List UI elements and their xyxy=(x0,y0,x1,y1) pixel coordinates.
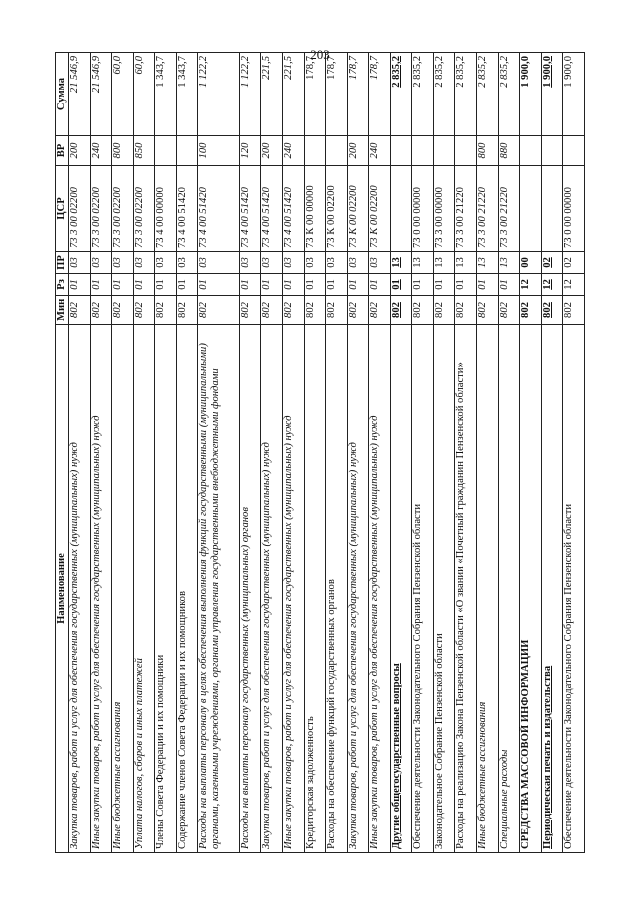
cell-csr: 73 3 00 21220 xyxy=(477,165,499,251)
table-row xyxy=(347,52,369,852)
cell-csr xyxy=(390,165,412,251)
cell-sum: 2 835,2 xyxy=(433,52,455,135)
cell-rz: 01 xyxy=(326,273,348,295)
cell-pr: 13 xyxy=(390,251,412,273)
cell-vr xyxy=(326,135,348,165)
table-row xyxy=(412,52,434,852)
cell-vr: 120 xyxy=(239,135,261,165)
cell-name: Законодательное Собрание Пензенской области xyxy=(433,324,455,852)
cell-rz: 01 xyxy=(347,273,369,295)
header-name: Наименование xyxy=(56,324,69,852)
header-min: Мин xyxy=(56,295,69,324)
cell-pr: 03 xyxy=(90,251,112,273)
cell-name: Расходы на выплаты персоналу в целях обеспечения выполнения функций государственными (муниципальными) органами, казенными учреждениями, органами управления государственными внебюджетными фондами xyxy=(198,324,239,852)
cell-min: 802 xyxy=(477,295,499,324)
cell-vr: 800 xyxy=(477,135,499,165)
table-row xyxy=(304,52,326,852)
cell-rz: 12 xyxy=(520,273,542,295)
cell-pr: 03 xyxy=(155,251,177,273)
cell-csr: 73 К 00 00000 xyxy=(304,165,326,251)
cell-min: 802 xyxy=(304,295,326,324)
cell-csr: 73 4 00 51420 xyxy=(239,165,261,251)
cell-min: 802 xyxy=(369,295,391,324)
cell-vr: 200 xyxy=(69,135,91,165)
cell-min: 802 xyxy=(112,295,134,324)
cell-min: 802 xyxy=(69,295,91,324)
cell-pr: 03 xyxy=(347,251,369,273)
cell-min: 802 xyxy=(198,295,239,324)
table-row xyxy=(176,52,198,852)
cell-sum: 60,0 xyxy=(133,52,155,135)
cell-sum: 178,7 xyxy=(304,52,326,135)
cell-csr: 73 К 00 02200 xyxy=(347,165,369,251)
cell-vr xyxy=(176,135,198,165)
cell-min: 802 xyxy=(282,295,304,324)
cell-min: 802 xyxy=(390,295,412,324)
rotated-table-container xyxy=(55,53,585,853)
cell-min: 802 xyxy=(90,295,112,324)
cell-pr: 03 xyxy=(261,251,283,273)
cell-rz: 12 xyxy=(563,273,585,295)
table-row xyxy=(326,52,348,852)
cell-csr: 73 3 00 02200 xyxy=(112,165,134,251)
cell-name: Закупка товаров, работ и услуг для обеспечения государственных (муниципальных) нужд xyxy=(69,324,91,852)
cell-pr: 03 xyxy=(304,251,326,273)
cell-rz: 01 xyxy=(239,273,261,295)
cell-rz: 01 xyxy=(455,273,477,295)
cell-name: Специальные расходы xyxy=(498,324,520,852)
budget-table xyxy=(55,52,585,853)
cell-name: Другие общегосударственные вопросы xyxy=(390,324,412,852)
table-row xyxy=(90,52,112,852)
cell-name: Иные бюджетные ассигнования xyxy=(112,324,134,852)
table-row xyxy=(541,52,563,852)
cell-rz: 01 xyxy=(198,273,239,295)
cell-name: Расходы на обеспечение функций государственных органов xyxy=(326,324,348,852)
cell-csr xyxy=(541,165,563,251)
table-row xyxy=(261,52,283,852)
cell-pr: 03 xyxy=(69,251,91,273)
cell-min: 802 xyxy=(176,295,198,324)
cell-pr: 03 xyxy=(198,251,239,273)
cell-csr: 73 К 00 02200 xyxy=(369,165,391,251)
table-row xyxy=(239,52,261,852)
cell-rz: 01 xyxy=(69,273,91,295)
cell-rz: 01 xyxy=(304,273,326,295)
header-rz: Рз xyxy=(56,273,69,295)
cell-sum: 2 835,2 xyxy=(412,52,434,135)
cell-rz: 01 xyxy=(498,273,520,295)
cell-name: Содержание членов Совета Федерации и их помощников xyxy=(176,324,198,852)
cell-sum: 1 343,7 xyxy=(176,52,198,135)
cell-vr: 240 xyxy=(90,135,112,165)
cell-vr xyxy=(541,135,563,165)
cell-csr: 73 4 00 51420 xyxy=(176,165,198,251)
cell-rz: 01 xyxy=(261,273,283,295)
cell-vr xyxy=(520,135,542,165)
cell-pr: 03 xyxy=(282,251,304,273)
cell-vr: 800 xyxy=(112,135,134,165)
cell-name: Расходы на выплаты персоналу государственных (муниципальных) органов xyxy=(239,324,261,852)
cell-vr: 880 xyxy=(498,135,520,165)
cell-rz: 12 xyxy=(541,273,563,295)
cell-csr: 73 3 00 21220 xyxy=(498,165,520,251)
table-row xyxy=(155,52,177,852)
cell-csr: 73 4 00 51420 xyxy=(282,165,304,251)
cell-sum: 21 546,9 xyxy=(69,52,91,135)
cell-rz: 01 xyxy=(477,273,499,295)
cell-vr xyxy=(155,135,177,165)
cell-csr: 73 3 00 02200 xyxy=(90,165,112,251)
cell-vr xyxy=(563,135,585,165)
cell-rz: 01 xyxy=(369,273,391,295)
cell-pr: 00 xyxy=(520,251,542,273)
cell-sum: 2 835,2 xyxy=(477,52,499,135)
cell-min: 802 xyxy=(433,295,455,324)
cell-pr: 03 xyxy=(112,251,134,273)
table-row xyxy=(433,52,455,852)
cell-rz: 01 xyxy=(176,273,198,295)
cell-csr: 73 3 00 02200 xyxy=(69,165,91,251)
cell-csr: 73 0 00 00000 xyxy=(563,165,585,251)
cell-pr: 03 xyxy=(239,251,261,273)
table-row xyxy=(563,52,585,852)
cell-name: Члены Совета Федерации и их помощники xyxy=(155,324,177,852)
table-header-row xyxy=(56,52,69,852)
cell-csr: 73 3 00 02200 xyxy=(133,165,155,251)
cell-pr: 13 xyxy=(433,251,455,273)
cell-name: Кредиторская задолженность xyxy=(304,324,326,852)
cell-vr: 850 xyxy=(133,135,155,165)
header-csr: ЦСР xyxy=(56,165,69,251)
cell-vr xyxy=(412,135,434,165)
cell-sum: 1 900,0 xyxy=(541,52,563,135)
table-body xyxy=(69,52,585,852)
table-row xyxy=(520,52,542,852)
cell-csr: 73 3 00 21220 xyxy=(455,165,477,251)
cell-sum: 1 122,2 xyxy=(239,52,261,135)
cell-min: 802 xyxy=(412,295,434,324)
cell-name: Иные бюджетные ассигнования xyxy=(477,324,499,852)
cell-min: 802 xyxy=(155,295,177,324)
cell-sum: 2 835,2 xyxy=(455,52,477,135)
cell-rz: 01 xyxy=(390,273,412,295)
cell-pr: 02 xyxy=(541,251,563,273)
cell-rz: 01 xyxy=(90,273,112,295)
cell-csr: 73 4 00 51420 xyxy=(261,165,283,251)
cell-rz: 01 xyxy=(112,273,134,295)
cell-min: 802 xyxy=(498,295,520,324)
table-row xyxy=(477,52,499,852)
cell-name: Расходы на реализацию Закона Пензенской области «О звании «Почетный гражданин Пензенской области» xyxy=(455,324,477,852)
cell-csr: 73 3 00 00000 xyxy=(433,165,455,251)
cell-pr: 03 xyxy=(326,251,348,273)
cell-name: Обеспечение деятельности Законодательного Собрания Пензенской области xyxy=(563,324,585,852)
cell-pr: 03 xyxy=(369,251,391,273)
cell-vr xyxy=(455,135,477,165)
cell-sum: 1 900,0 xyxy=(563,52,585,135)
cell-sum: 178,7 xyxy=(326,52,348,135)
table-row xyxy=(498,52,520,852)
cell-sum: 2 835,2 xyxy=(390,52,412,135)
cell-pr: 03 xyxy=(133,251,155,273)
cell-rz: 01 xyxy=(282,273,304,295)
cell-name: Периодическая печать и издательства xyxy=(541,324,563,852)
cell-min: 802 xyxy=(541,295,563,324)
cell-pr: 13 xyxy=(455,251,477,273)
cell-name: СРЕДСТВА МАССОВОЙ ИНФОРМАЦИИ xyxy=(520,324,542,852)
cell-sum: 60,0 xyxy=(112,52,134,135)
cell-sum: 1 900,0 xyxy=(520,52,542,135)
cell-min: 802 xyxy=(261,295,283,324)
cell-vr: 240 xyxy=(282,135,304,165)
table-row xyxy=(69,52,91,852)
cell-rz: 01 xyxy=(133,273,155,295)
table-row xyxy=(112,52,134,852)
cell-name: Иные закупки товаров, работ и услуг для обеспечения государственных (муниципальных) нужд xyxy=(369,324,391,852)
cell-name: Закупка товаров, работ и услуг для обеспечения государственных (муниципальных) нужд xyxy=(261,324,283,852)
cell-pr: 13 xyxy=(477,251,499,273)
cell-min: 802 xyxy=(347,295,369,324)
cell-csr: 73 К 00 02200 xyxy=(326,165,348,251)
page-number: 203 xyxy=(310,47,330,62)
header-pr: ПР xyxy=(56,251,69,273)
cell-pr: 13 xyxy=(498,251,520,273)
cell-name: Иные закупки товаров, работ и услуг для обеспечения государственных (муниципальных) нужд xyxy=(282,324,304,852)
table-row xyxy=(282,52,304,852)
cell-sum: 178,7 xyxy=(347,52,369,135)
cell-pr: 03 xyxy=(176,251,198,273)
cell-sum: 1 343,7 xyxy=(155,52,177,135)
cell-vr xyxy=(433,135,455,165)
cell-vr: 240 xyxy=(369,135,391,165)
cell-sum: 2 835,2 xyxy=(498,52,520,135)
cell-csr: 73 0 00 00000 xyxy=(412,165,434,251)
cell-sum: 21 546,9 xyxy=(90,52,112,135)
cell-min: 802 xyxy=(133,295,155,324)
header-sum: Сумма xyxy=(56,52,69,135)
table-row xyxy=(390,52,412,852)
cell-csr: 73 4 00 00000 xyxy=(155,165,177,251)
cell-pr: 02 xyxy=(563,251,585,273)
cell-sum: 1 122,2 xyxy=(198,52,239,135)
cell-min: 802 xyxy=(563,295,585,324)
cell-name: Иные закупки товаров, работ и услуг для обеспечения государственных (муниципальных) нужд xyxy=(90,324,112,852)
header-vr: ВР xyxy=(56,135,69,165)
cell-sum: 221,5 xyxy=(282,52,304,135)
table-row xyxy=(455,52,477,852)
cell-min: 802 xyxy=(455,295,477,324)
cell-rz: 01 xyxy=(433,273,455,295)
cell-name: Уплата налогов, сборов и иных платежей xyxy=(133,324,155,852)
cell-csr: 73 4 00 51420 xyxy=(198,165,239,251)
cell-name: Закупка товаров, работ и услуг для обеспечения государственных (муниципальных) нужд xyxy=(347,324,369,852)
cell-sum: 178,7 xyxy=(369,52,391,135)
cell-vr: 200 xyxy=(261,135,283,165)
cell-csr xyxy=(520,165,542,251)
table-row xyxy=(133,52,155,852)
cell-vr: 100 xyxy=(198,135,239,165)
cell-rz: 01 xyxy=(412,273,434,295)
cell-rz: 01 xyxy=(155,273,177,295)
cell-vr: 200 xyxy=(347,135,369,165)
cell-min: 802 xyxy=(520,295,542,324)
table-row xyxy=(198,52,239,852)
cell-min: 802 xyxy=(239,295,261,324)
cell-vr xyxy=(304,135,326,165)
cell-vr xyxy=(390,135,412,165)
table-row xyxy=(369,52,391,852)
cell-name: Обеспечение деятельности Законодательного Собрания Пензенской области xyxy=(412,324,434,852)
cell-sum: 221,5 xyxy=(261,52,283,135)
cell-min: 802 xyxy=(326,295,348,324)
cell-pr: 13 xyxy=(412,251,434,273)
